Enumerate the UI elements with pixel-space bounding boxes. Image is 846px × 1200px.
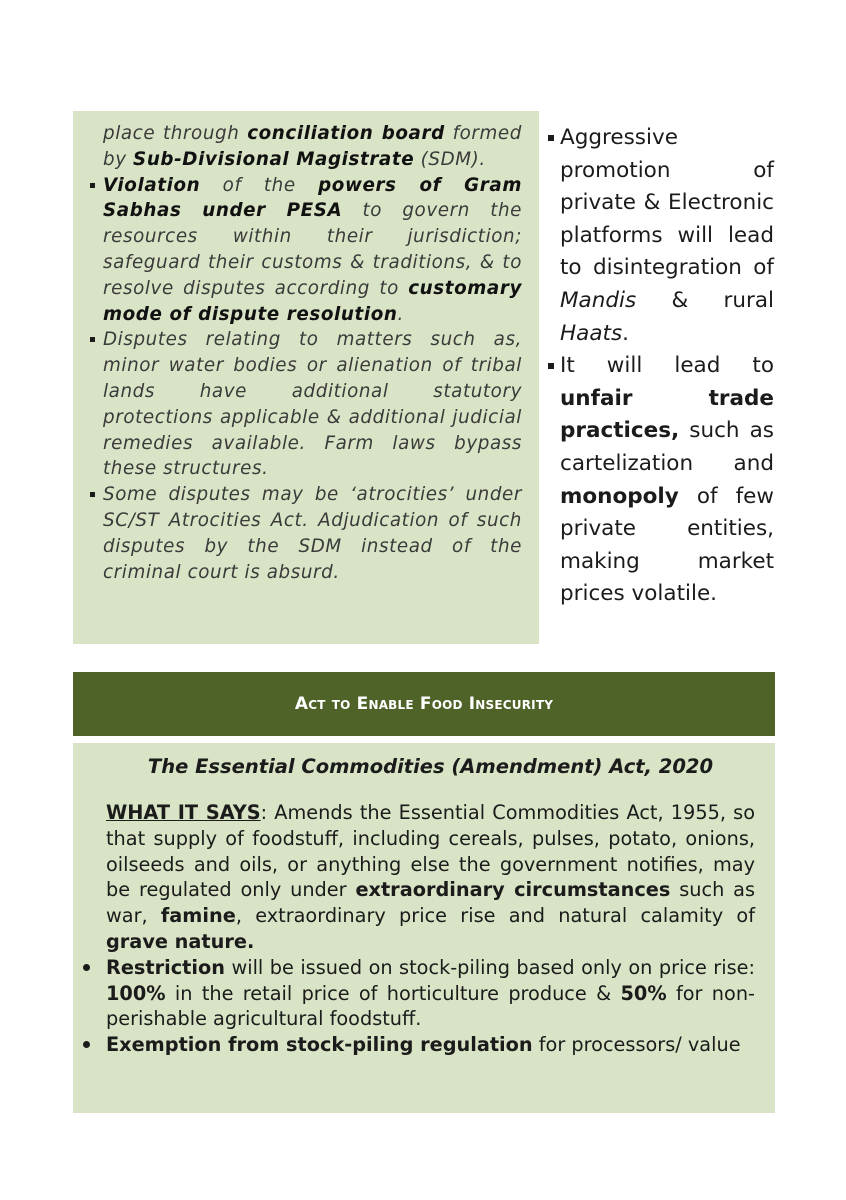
left-panel — [73, 111, 539, 644]
text: : Amends the Essential Commodities Act, 1955, so that supply of foodstuff, including cereals, pulses, potato, onions, oilseeds and oils, or anything else the government notifies, may be regulated only under — [106, 801, 755, 902]
text: such as cartelization and — [560, 418, 774, 476]
bold-text: unfair trade practices, — [560, 385, 774, 444]
bold-text: famine — [160, 904, 236, 928]
bold-text: Sub-Divisional Magistrate — [133, 148, 415, 170]
left-bullet-list — [103, 173, 522, 586]
bullet-restriction — [106, 955, 755, 1032]
paragraph-continued — [103, 121, 522, 173]
bold-text: extraordinary circumstances — [355, 878, 671, 902]
text: formed by — [103, 123, 522, 170]
text: Aggressive promotion of private & Electronic platforms will lead to disintegration of — [560, 125, 774, 281]
section-banner — [73, 672, 775, 736]
text: of few private entities, making market prices volatile. — [560, 483, 774, 607]
bullet-mandis-haats — [560, 122, 774, 350]
section-title: Act to Enable Food Insecurity — [294, 694, 554, 714]
text: in the retail price of horticulture produce & — [165, 981, 621, 1005]
text: such as war, — [106, 878, 756, 928]
bold-text: conciliation board — [247, 123, 445, 144]
text: to govern the resources within their jurisdiction; safeguard their customs & traditions, & to resolve disputes according to — [103, 200, 522, 299]
bullet-atrocities: Some disputes may be ‘atrocities’ under SC/ST Atrocities Act. Adjudication of such disputes by the SDM instead of the criminal court is absurd. — [103, 482, 522, 585]
bold-text: 100% — [106, 981, 166, 1005]
text: It will lead to — [560, 353, 774, 379]
text: will be issued on stock-piling based only on price rise: — [224, 955, 755, 979]
bold-text: powers of Gram Sabhas under PESA — [103, 174, 522, 222]
act-panel — [73, 743, 775, 1113]
bold-text: Restriction — [106, 955, 225, 979]
bold-text: grave nature. — [106, 929, 255, 953]
text: place through — [103, 123, 248, 144]
bullet-unfair-trade — [560, 350, 774, 611]
bold-text: customary mode of dispute resolution — [103, 277, 522, 325]
right-column — [560, 122, 774, 611]
what-it-says-label: WHAT IT SAYS — [106, 801, 261, 824]
text: . — [397, 303, 404, 325]
bold-text: Exemption from stock-piling regulation — [106, 1033, 533, 1057]
bold-text: Violation — [103, 174, 201, 196]
bold-text: 50% — [620, 981, 667, 1005]
bullet-disputes-protections: Disputes relating to matters such as, minor water bodies or alienation of tribal lands have additional statutory protections applicable & additional judicial remedies available. Farm laws bypass these structures. — [103, 327, 522, 482]
text: & rural — [636, 287, 774, 313]
italic-text: Mandis — [560, 287, 637, 313]
bullet-violation-pesa — [103, 173, 522, 328]
right-bullet-list — [560, 122, 774, 611]
what-it-says-paragraph — [106, 800, 755, 955]
text: for processors/ value — [532, 1033, 741, 1057]
bold-text: monopoly — [560, 483, 679, 509]
italic-text: Haats — [560, 320, 623, 346]
text: . — [622, 320, 629, 346]
act-bullet-list — [106, 955, 755, 1058]
text: for non-perishable agricultural foodstuff. — [106, 981, 756, 1031]
text: , extraordinary price rise and natural calamity of — [235, 904, 755, 928]
bullet-exemption — [106, 1032, 755, 1058]
act-title: The Essential Commodities (Amendment) Act, 2020 — [147, 755, 714, 778]
text: of the — [200, 174, 319, 196]
text: (SDM). — [414, 148, 486, 170]
